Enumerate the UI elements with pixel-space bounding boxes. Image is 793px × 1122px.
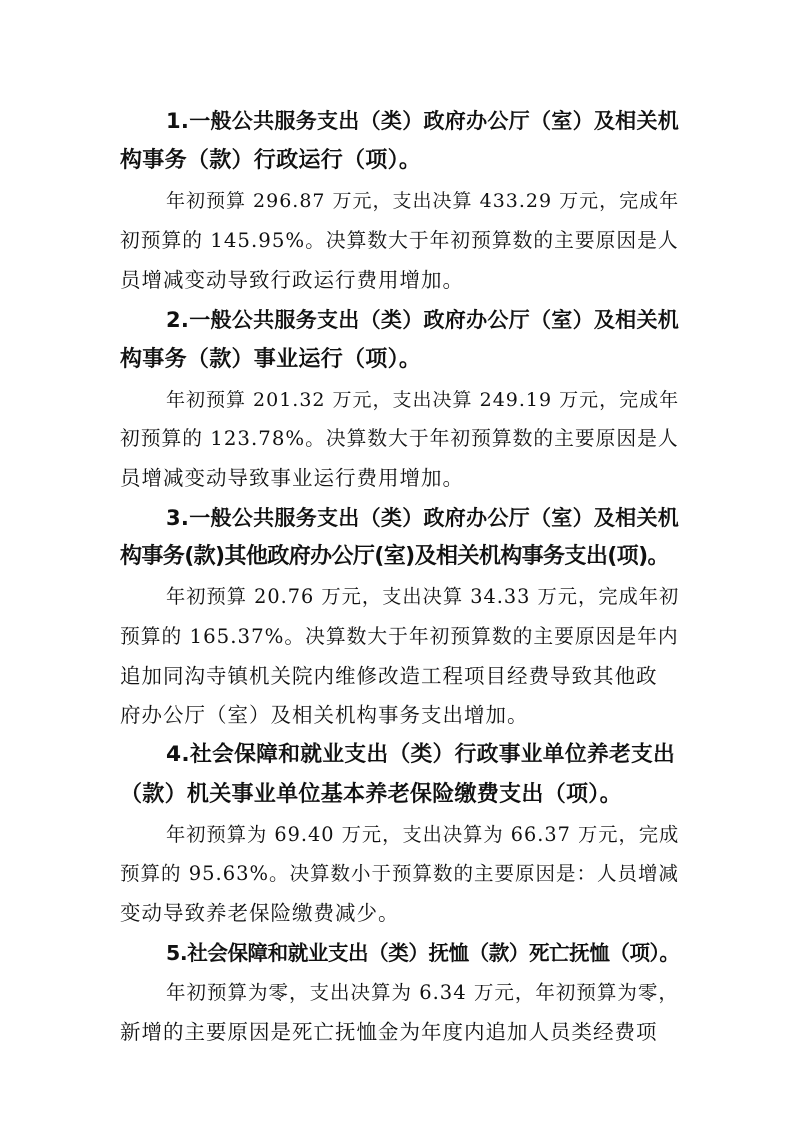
section-3-body-line-1: 年初预算 20.76 万元，支出决算 34.33 万元，完成年初 xyxy=(166,585,680,608)
section-1-body-line-1: 年初预算 296.87 万元，支出决算 433.29 万元，完成年 xyxy=(166,190,680,212)
section-5-body-line-2: 新增的主要原因是死亡抚恤金为年度内追加人员类经费项 xyxy=(120,1020,658,1044)
section-2-heading-line-1: 2.一般公共服务支出（类）政府办公厅（室）及相关机 xyxy=(166,308,680,332)
section-4-heading-line-2: （款）机关事业单位基本养老保险缴费支出（项）。 xyxy=(120,782,622,807)
section-3-body-line-2: 预算的 165.37%。决算数大于年初预算数的主要原因是年内 xyxy=(120,625,679,648)
section-1-body-line-3: 员增减变动导致行政运行费用增加。 xyxy=(120,268,464,292)
section-3-heading-line-2: 构事务(款)其他政府办公厅(室)及相关机构事务支出(项)。 xyxy=(120,544,669,569)
section-4-body-line-2: 预算的 95.63%。决算数小于预算数的主要原因是：人员增减 xyxy=(120,862,680,885)
section-3-heading-line-1: 3.一般公共服务支出（类）政府办公厅（室）及相关机 xyxy=(166,506,680,530)
section-1-heading-line-2: 构事务（款）行政运行（项）。 xyxy=(120,148,422,173)
section-2-body-line-3: 员增减变动导致事业运行费用增加。 xyxy=(120,466,464,490)
section-4-body-line-3: 变动导致养老保险缴费减少。 xyxy=(120,901,400,925)
section-4-heading-line-1: 4.社会保障和就业支出（类）行政事业单位养老支出 xyxy=(166,742,676,767)
section-1-body-line-2: 初预算的 145.95%。决算数大于年初预算数的主要原因是人 xyxy=(120,229,679,252)
section-3-body-line-4: 府办公厅（室）及相关机构事务支出增加。 xyxy=(120,703,529,727)
section-2-body-line-1: 年初预算 201.32 万元，支出决算 249.19 万元，完成年 xyxy=(166,389,680,411)
section-5-body-line-1: 年初预算为零，支出决算为 6.34 万元，年初预算为零， xyxy=(166,981,679,1004)
section-2-heading-line-2: 构事务（款）事业运行（项）。 xyxy=(120,347,422,372)
section-2-body-line-2: 初预算的 123.78%。决算数大于年初预算数的主要原因是人 xyxy=(120,427,679,450)
section-1-heading-line-1: 1.一般公共服务支出（类）政府办公厅（室）及相关机 xyxy=(166,109,680,133)
section-5-heading-line-1: 5.社会保障和就业支出（类）抚恤（款）死亡抚恤（项）。 xyxy=(166,941,680,965)
section-4-body-line-1: 年初预算为 69.40 万元，支出决算为 66.37 万元，完成 xyxy=(166,823,680,846)
section-3-body-line-3: 追加同沟寺镇机关院内维修改造工程项目经费导致其他政 xyxy=(120,664,658,688)
